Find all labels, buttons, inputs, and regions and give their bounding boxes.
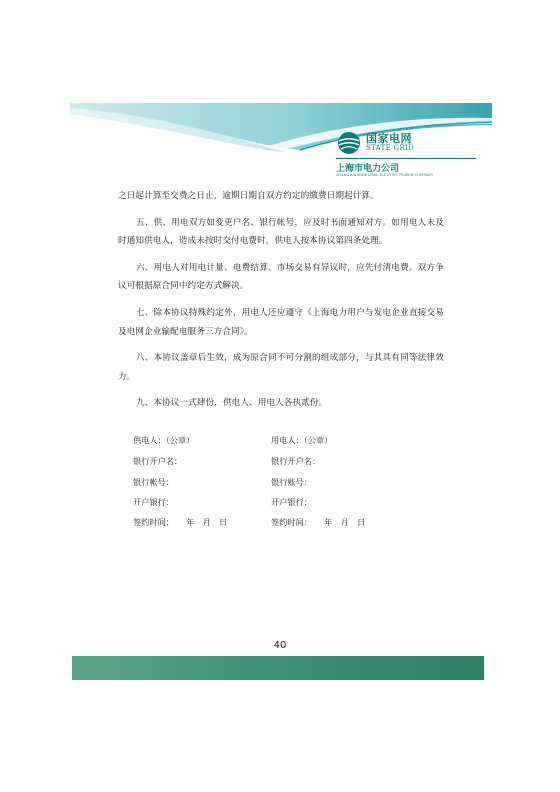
clause-6: 六、用电人对用电计量、电费结算、市场交易有异议时，应先付清电费。双方争议可根据原合同中约定方式解决。 [118, 262, 444, 292]
company-english-name: SHANGHAI MUNICIPAL ELECTRIC POWER COMPANY [336, 173, 434, 177]
consumer-party: 用电人：（公章） [271, 435, 333, 445]
supplier-account-no: 银行帐号： [133, 477, 174, 487]
globe-icon [336, 130, 362, 156]
consumer-bank: 开户银行： [271, 497, 312, 507]
supplier-bank: 开户银行： [133, 497, 174, 507]
supplier-sign-date: 签约时间： 年 月 日 [133, 517, 228, 527]
consumer-account-no: 银行账号： [271, 477, 312, 487]
clause-8: 八、本协议盖章后生效，成为原合同不可分割的组成部分，与其具有同等法律效力。 [118, 353, 444, 382]
supplier-account-name: 银行开户名： [133, 456, 183, 466]
consumer-sign-date: 签约时间： 年 月 日 [271, 517, 366, 527]
page-number: 40 [273, 640, 287, 651]
logo-english-name: STATE GRID [366, 144, 414, 152]
logo-divider [336, 158, 476, 159]
clause-5: 五、供、用电双方如变更户名、银行帐号，应及时书面通知对方。如用电人未及时通知供电人，造成未按时交付电费时，供电人按本协议第四条处理。 [118, 217, 444, 247]
clause-9: 九、本协议一式肆份，供电人、用电人各执贰份。 [136, 398, 328, 409]
agreement-body [118, 187, 444, 421]
logo-chinese-name: 国家电网 [366, 132, 412, 145]
company-name: 上海市电力公司 [336, 164, 400, 174]
footer-bar [72, 656, 484, 680]
supplier-party: 供电人：（公章） [133, 435, 195, 445]
state-grid-logo [336, 130, 486, 180]
clause-continuation: 之日起计算至交费之日止，逾期日期自双方约定的缴费日期起计算。 [118, 191, 379, 201]
consumer-account-name: 银行开户名： [271, 456, 321, 466]
clause-7: 七、除本协议特殊约定外，用电人还应遵守《上海电力用户与发电企业直接交易及电网企业输配电服务三方合同》。 [118, 307, 444, 337]
